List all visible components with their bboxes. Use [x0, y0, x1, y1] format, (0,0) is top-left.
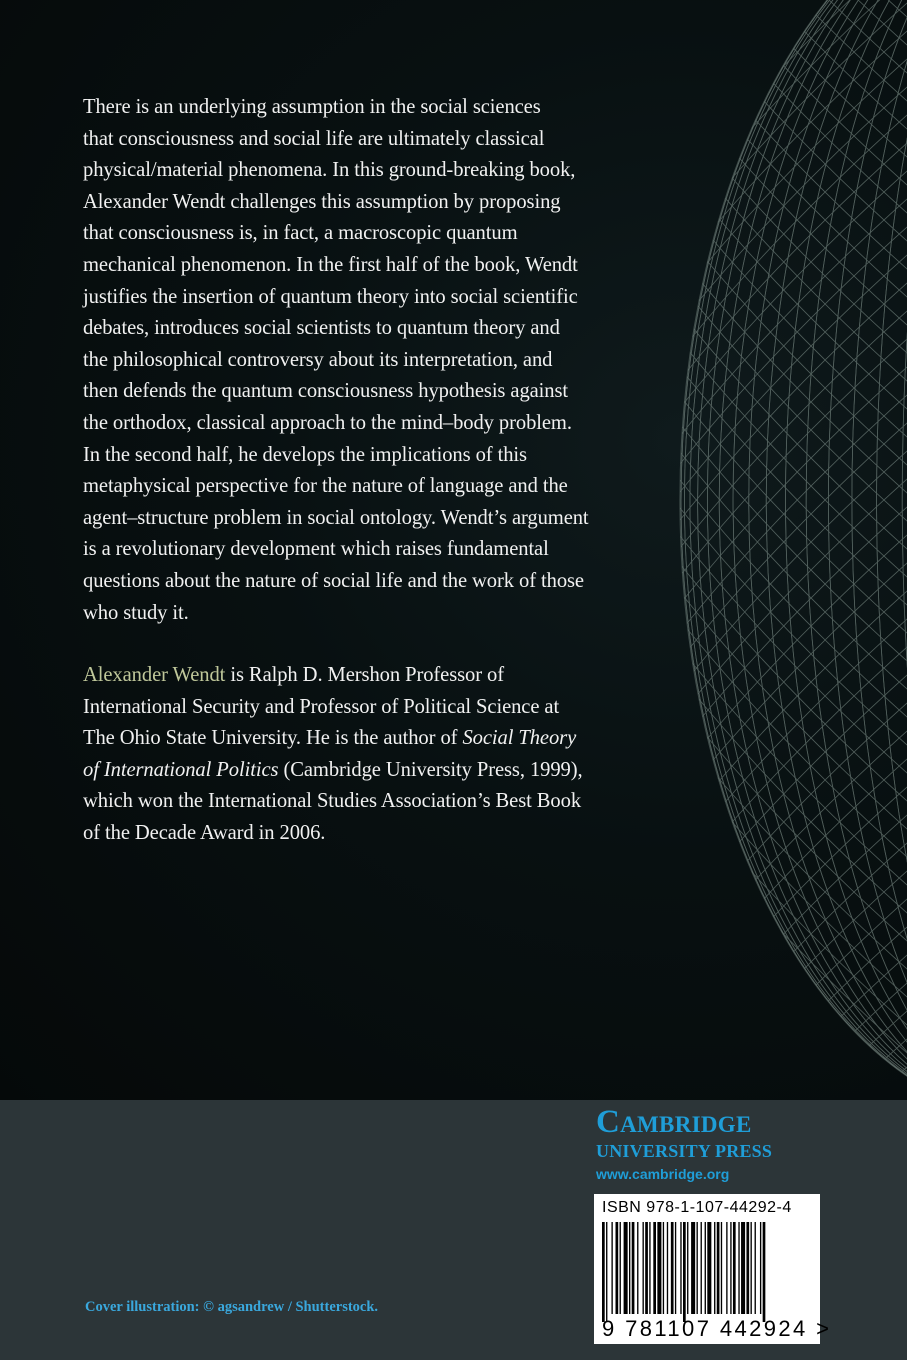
barcode-bar	[675, 1222, 676, 1314]
bio-text-line3: The Ohio State University. He is the author of	[83, 727, 463, 750]
barcode-bar	[671, 1222, 674, 1314]
description-line: who study it.	[83, 601, 189, 624]
isbn-label: ISBN 978-1-107-44292-4	[602, 1199, 792, 1216]
barcode-bar	[746, 1222, 749, 1314]
barcode-bar	[645, 1222, 648, 1314]
description-line: agent–structure problem in social ontology. Wendt’s argument	[83, 506, 589, 529]
bio-text-line1: is Ralph D. Mershon Professor of	[225, 664, 504, 686]
barcode-bar	[667, 1222, 668, 1314]
bio-text-line5: which won the International Studies Association’s Best Book	[83, 790, 582, 813]
bio-text-line6: of the Decade Award in 2006.	[83, 821, 326, 844]
barcode-bar	[755, 1222, 756, 1314]
barcode-digits: 9 781107 442924 >	[602, 1316, 832, 1341]
barcode-bar	[687, 1222, 688, 1314]
description-line: justifies the insertion of quantum theory into social scientific	[83, 285, 578, 308]
barcode-bar	[726, 1222, 727, 1314]
barcode-bar	[616, 1222, 619, 1314]
barcode-bar	[683, 1222, 686, 1322]
barcode-bar	[733, 1222, 736, 1314]
description-line: mechanical phenomenon. In the first half of the book, Wendt	[83, 253, 578, 276]
barcode-bar	[730, 1222, 731, 1314]
barcode-bar	[606, 1222, 607, 1322]
barcode-bar	[653, 1222, 656, 1314]
publisher-subname: UNIVERSITY PRESS	[596, 1141, 773, 1161]
barcode-bar	[760, 1222, 761, 1314]
barcode-bar	[741, 1222, 745, 1314]
publisher-logo	[596, 1104, 826, 1184]
barcode-bar	[620, 1222, 621, 1314]
description-line: is a revolutionary development which raises fundamental	[83, 538, 549, 561]
description-line: then defends the quantum consciousness hypothesis against	[83, 380, 569, 403]
cover-illustration-credit: Cover illustration: © agsandrew / Shutterstock.	[85, 1299, 379, 1315]
bio-text-line2: International Security and Professor of Political Science at	[83, 695, 560, 718]
barcode-bar	[632, 1222, 635, 1314]
description-line: the orthodox, classical approach to the mind–body problem.	[83, 411, 572, 434]
barcode-bar	[738, 1222, 739, 1314]
barcode-bar	[602, 1222, 605, 1322]
description-line: There is an underlying assumption in the social sciences	[83, 96, 541, 118]
barcode-bar	[629, 1222, 630, 1314]
barcode-bar	[763, 1222, 766, 1322]
barcode-bar	[637, 1222, 638, 1314]
barcode-bar	[611, 1222, 612, 1314]
description-line: debates, introduces social scientists to quantum theory and	[83, 317, 560, 340]
barcode-bar	[705, 1222, 706, 1314]
publisher-name: Cambridge	[596, 1104, 752, 1140]
description-line: that consciousness and social life are ultimately classical	[83, 127, 545, 150]
barcode-bar	[663, 1222, 664, 1314]
isbn-barcode	[594, 1194, 832, 1344]
description-line: that consciousness is, in fact, a macroscopic quantum	[83, 222, 518, 245]
barcode-bar	[721, 1222, 722, 1314]
barcode-bar	[707, 1222, 711, 1314]
author-name: Alexander Wendt	[83, 664, 226, 686]
publisher-url: www.cambridge.org	[596, 1166, 730, 1182]
barcode-bar	[714, 1222, 715, 1314]
book-title-part1: Social Theory	[462, 727, 577, 750]
barcode-bar	[643, 1222, 644, 1314]
barcode-bar	[751, 1222, 752, 1314]
barcode-bar	[680, 1222, 681, 1314]
description-line: physical/material phenomena. In this ground-breaking book,	[83, 159, 576, 182]
barcode-bar	[717, 1222, 720, 1314]
barcode-bar	[691, 1222, 695, 1314]
barcode-bar	[701, 1222, 702, 1314]
description-line: metaphysical perspective for the nature of language and the	[83, 475, 568, 498]
description-line: questions about the nature of social life and the work of those	[83, 569, 584, 592]
barcode-bar	[624, 1222, 628, 1314]
author-biography	[83, 660, 653, 850]
description-line: In the second half, he develops the implications of this	[83, 443, 527, 466]
barcode-bar	[657, 1222, 661, 1314]
description-line: the philosophical controversy about its interpretation, and	[83, 348, 553, 371]
book-title-part2: of International Politics	[83, 758, 279, 781]
description-line: Alexander Wendt challenges this assumption by proposing	[83, 190, 561, 213]
bio-text-line4: (Cambridge University Press, 1999),	[278, 758, 583, 781]
barcode-bar	[697, 1222, 698, 1314]
book-description	[83, 92, 653, 629]
barcode-bar	[649, 1222, 650, 1314]
barcode-bars	[600, 1222, 814, 1322]
